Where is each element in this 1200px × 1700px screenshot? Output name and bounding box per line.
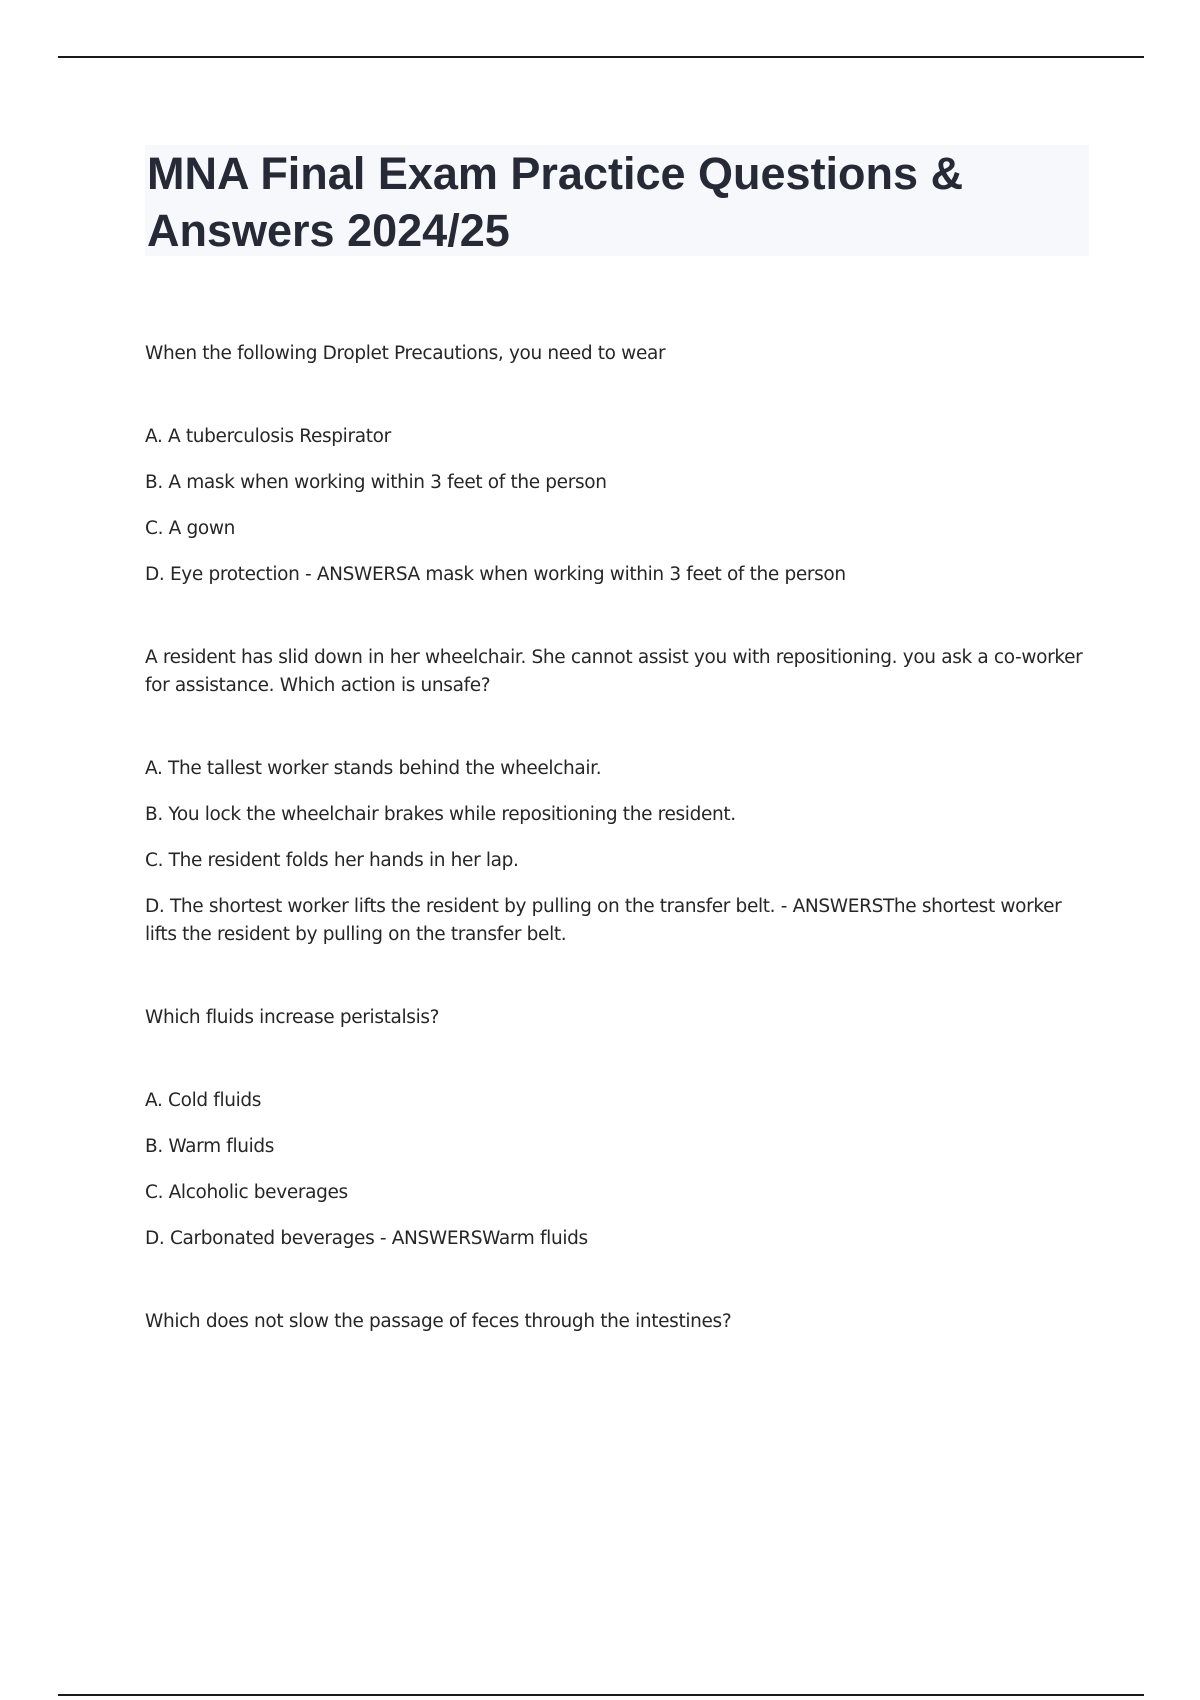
question-block-4 (145, 1308, 1089, 1336)
option-b: B. You lock the wheelchair brakes while repositioning the resident. (145, 804, 736, 825)
bottom-rule (58, 1694, 1144, 1696)
question-text: When the following Droplet Precautions, you need to wear (145, 343, 666, 364)
question-block-1 (145, 340, 1089, 589)
question-text: Which does not slow the passage of feces through the intestines? (145, 1311, 732, 1332)
title-block (145, 145, 1089, 256)
question-text: Which fluids increase peristalsis? (145, 1007, 440, 1028)
option-c: C. Alcoholic beverages (145, 1182, 348, 1203)
option-d: D. Carbonated beverages - ANSWERSWarm fluids (145, 1228, 588, 1249)
option-a: A. Cold fluids (145, 1090, 262, 1111)
question-block-2 (145, 644, 1089, 949)
document-title: MNA Final Exam Practice Questions & Answers 2024/25 (147, 148, 964, 256)
answer-options (145, 755, 1089, 949)
answer-options (145, 1087, 1089, 1253)
answer-options (145, 423, 1089, 589)
option-a: A. The tallest worker stands behind the wheelchair. (145, 758, 602, 779)
option-b: B. Warm fluids (145, 1136, 275, 1157)
question-text: A resident has slid down in her wheelchair. She cannot assist you with repositioning. you ask a co-worker for assistance. Which action is unsafe? (145, 647, 1083, 696)
option-d: D. The shortest worker lifts the resident by pulling on the transfer belt. - ANSWERSThe shortest worker lifts the resident by pulling on the transfer belt. (145, 896, 1062, 945)
option-c: C. The resident folds her hands in her lap. (145, 850, 519, 871)
option-d: D. Eye protection - ANSWERSA mask when working within 3 feet of the person (145, 564, 846, 585)
document-body (145, 340, 1089, 1336)
option-b: B. A mask when working within 3 feet of the person (145, 472, 607, 493)
option-a: A. A tuberculosis Respirator (145, 426, 391, 447)
option-c: C. A gown (145, 518, 235, 539)
top-rule (58, 56, 1144, 58)
question-block-3 (145, 1004, 1089, 1253)
